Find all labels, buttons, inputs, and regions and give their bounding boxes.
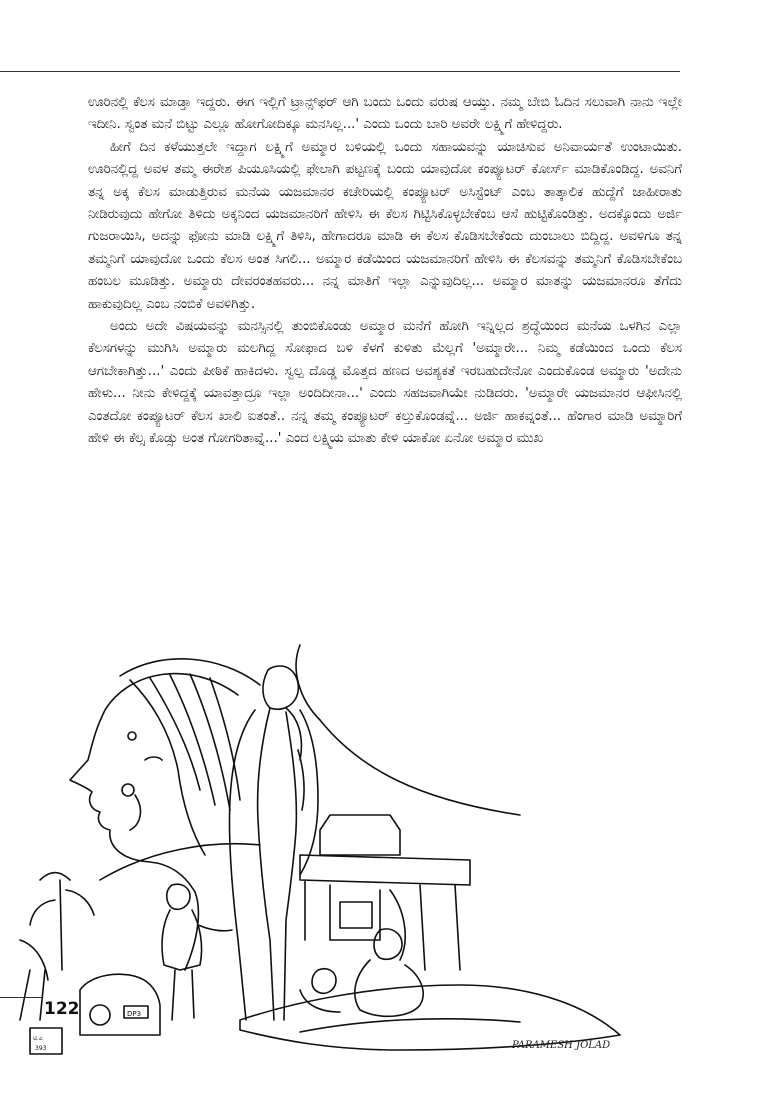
artist-signature: PARAMESH JOLAD [512, 1040, 611, 1051]
paragraph-3: ಅಂದು ಅದೇ ವಿಷಯವನ್ನು ಮನಸ್ಸಿನಲ್ಲಿ ತುಂಬಿಕೊಂಡು ಅಮ್ಮಾರ ಮನೆಗೆ ಹೋಗಿ ಇನ್ನಿಲ್ಲದ ಶ್ರದ್ಧೆಯಿಂದ ಮನೆಯ ಒಳಗಿನ ಎಲ್ಲಾ ಕೆಲಸಗಳನ್ನು ಮುಗಿಸಿ ಅಮ್ಮಾರು ಮಲಗಿದ್ದ ಸೋಫಾದ ಬಳಿ ಕೆಳಗೆ ಕುಳಿತು ಮೆಲ್ಲಗೆ 'ಅಮ್ಮಾರೇ... ನಿಮ್ಮ ಕಡೆಯಿಂದ ಒಂದು ಕೆಲಸ ಆಗಬೇಕಾಗಿತ್ತು...' ಎಂದು ಪೀಠಿಕೆ ಹಾಕಿದಳು. ಸ್ವಲ್ಪ ದೊಡ್ಡ ಮೊತ್ತದ ಹಣದ ಅವಶ್ಯಕತೆ ಇರಬಹುದೇನೋ ಎಂದುಕೊಂಡ ಅಮ್ಮಾರು 'ಅದೇನು ಹೇಳು... ನೀನು ಕೇಳಿದ್ದಕ್ಕೆ ಯಾವತ್ತಾದ್ರೂ ಇಲ್ಲಾ ಅಂದಿದೀನಾ...' ಎಂದು ಸಹಜವಾಗಿಯೇ ನುಡಿದರು. 'ಅಮ್ಮಾರೇ ಯಜಮಾನರ ಆಫೀಸಿನಲ್ಲಿ ಎಂತದೋ ಕಂಪ್ಯೂಟರ್ ಕೆಲಸ ಖಾಲಿ ಐತಂತೆ.. ನನ್ನ ತಮ್ಮ ಕಂಪ್ಯೂಟರ್ ಕಲ್ತುಕೊಂಡವ್ನೆ... ಅರ್ಜಿ ಹಾಕವ್ನಂತೆ... ಹೆಂಗಾರ ಮಾಡಿ ಅಮ್ಮಾರಿಗೆ ಹೇಳಿ ಈ ಕೆಲ್ಸ ಕೊಡ್ಸು ಅಂತ ಗೋಗರಿತಾವ್ನೆ...' ಎಂದ ಲಕ್ಷ್ಮಿಯ ಮಾತು ಕೇಳಿ ಯಾಕೋ ಏನೋ ಅಮ್ಮಾರ ಮುಖ [88, 319, 682, 447]
paragraph-2: ಹೀಗೆ ದಿನ ಕಳೆಯುತ್ತಲೇ ಇದ್ದಾಗ ಲಕ್ಷ್ಮಿಗೆ ಅಮ್ಮಾರ ಬಳಿಯಲ್ಲಿ ಒಂದು ಸಹಾಯವನ್ನು ಯಾಚಿಸುವ ಅನಿವಾರ್ಯತೆ ಉಂಟಾಯಿತು. ಊರಿನಲ್ಲಿದ್ದ ಅವಳ ತಮ್ಮ ಈರೇಶ ಪಿಯೂಸಿಯಲ್ಲಿ ಫೇಲಾಗಿ ಪಟ್ಟಣಕ್ಕೆ ಬಂದು ಯಾವುದೋ ಕಂಪ್ಯೂಟರ್ ಕೋರ್ಸ್ ಮಾಡಿಕೊಂಡಿದ್ದ. ಅವನಿಗೆ ತನ್ನ ಅಕ್ಕ ಕೆಲಸ ಮಾಡುತ್ತಿರುವ ಮನೆಯ ಯಜಮಾನರ ಕಚೇರಿಯಲ್ಲಿ ಕಂಪ್ಯೂಟರ್ ಅಸಿಸ್ಟೆಂಟ್ ಎಂಬ ತಾತ್ಕಾಲಿಕ ಹುದ್ದೆಗೆ ಜಾಹೀರಾತು ನೀಡಿರುವುದು ಹೇಗೋ ತಿಳಿದು ಅಕ್ಕನಿಂದ ಯಜಮಾನರಿಗೆ ಹೇಳಿಸಿ ಈ ಕೆಲಸ ಗಿಟ್ಟಿಸಿಕೊಳ್ಳಬೇಕೆಂಬ ಆಸೆ ಹುಟ್ಟಿಕೊಂಡಿತ್ತು. ಅದಕ್ಕೊಂದು ಅರ್ಜಿ ಗುಜರಾಯಿಸಿ, ಅದನ್ನು ಫೋನು ಮಾಡಿ ಲಕ್ಷ್ಮಿಗೆ ತಿಳಿಸಿ, ಹೇಗಾದರೂ ಮಾಡಿ ಈ ಕೆಲಸ ಕೊಡಿಸಬೇಕೆಂದು ದುಂಬಾಲು ಬಿದ್ದಿದ್ದ. ಅವಳಿಗೂ ತನ್ನ ತಮ್ಮನಿಗೆ ಯಾವುದೋ ಒಂದು ಕೆಲಸ ಅಂತ ಸಿಗಲಿ... ಅಮ್ಮಾರ ಕಡೆಯಿಂದ ಯಜಮಾನರಿಗೆ ಹೇಳಿಸಿ ಈ ಕೆಲಸವನ್ನು ತಮ್ಮನಿಗೆ ಕೊಡಿಸಬೇಕೆಂಬ ಹಂಬಲ ಮೂಡಿತ್ತು. ಅಮ್ಮಾರು ದೇವರಂತಹವರು... ನನ್ನ ಮಾತಿಗೆ ಇಲ್ಲಾ ಎನ್ನುವುದಿಲ್ಲ... ಅಮ್ಮಾರ ಮಾತನ್ನು ಯಜಮಾನರೂ ತೆಗೆದು ಹಾಕುವುದಿಲ್ಲ ಎಂಬ ನಂಬಿಕೆ ಅವಳಿಗಿತ್ತು. [88, 139, 682, 312]
card-text: ಟಿ.ಎ [33, 1035, 43, 1042]
standing-woman-drawing [263, 666, 298, 709]
face-profile-drawing [70, 674, 238, 970]
radio-drawing [80, 974, 160, 1035]
furniture-drawing [320, 815, 400, 855]
card-number: 393 [35, 1045, 47, 1052]
standing-child-drawing [167, 884, 190, 909]
page-number: 122 [44, 999, 80, 1019]
story-text [88, 92, 682, 451]
reclining-woman-drawing [374, 929, 402, 959]
line-drawing-illustration [0, 640, 680, 1060]
plant-drawing [40, 873, 70, 881]
baby-drawing [312, 969, 336, 994]
top-rule [0, 71, 680, 72]
paragraph-1: ಊರಿನಲ್ಲಿ ಕೆಲಸ ಮಾಡ್ತಾ ಇದ್ದರು. ಈಗ ಇಲ್ಲಿಗೆ ಟ್ರಾನ್ಸ್‌ಫರ್ ಆಗಿ ಬಂದು ಒಂದು ವರುಷ ಆಯ್ತು. ನಮ್ಮ ಬೇಬಿ ಓದಿನ ಸಲುವಾಗಿ ನಾನು ಇಲ್ಲೇ ಇದೀನಿ. ಸ್ವಂತ ಮನೆ ಬಿಟ್ಟು ಎಲ್ಲೂ ಹೋಗೋದಿಕ್ಕೂ ಮನಸಿಲ್ಲ...' ಎಂದು ಒಂದು ಬಾರಿ ಅವರೇ ಲಕ್ಷ್ಮಿಗೆ ಹೇಳಿದ್ದರು. [88, 95, 682, 133]
bottom-rule [0, 997, 42, 998]
radio-tag-text: DP3 [127, 1010, 142, 1018]
